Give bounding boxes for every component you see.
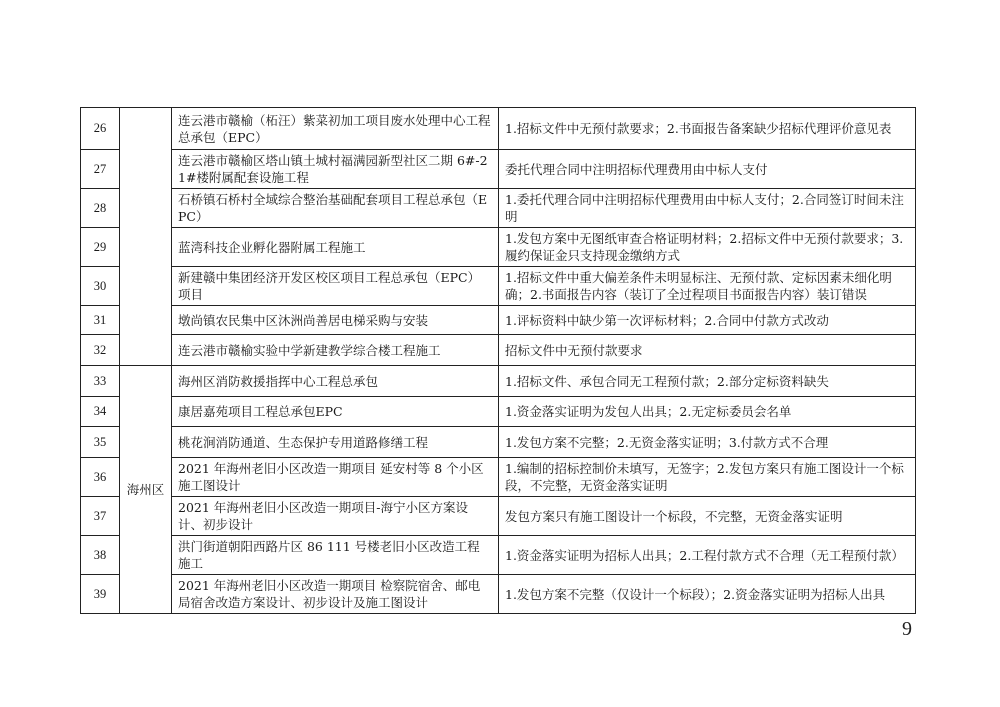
row-number: 30 [81,267,120,306]
project-name: 墩尚镇农民集中区沐洲尚善居电梯采购与安装 [172,306,499,335]
table-row [81,189,916,228]
project-name: 洪门街道朝阳西路片区 86 111 号楼老旧小区改造工程施工 [172,536,499,575]
issue-description: 1.发包方案不完整（仅设计一个标段）；2.资金落实证明为招标人出具 [499,575,916,614]
page-number: 9 [902,618,912,640]
table-row [81,335,916,366]
project-name: 康居嘉苑项目工程总承包EPC [172,397,499,427]
row-number: 39 [81,575,120,614]
project-name: 石桥镇石桥村全域综合整治基础配套项目工程总承包（EPC） [172,189,499,228]
project-name: 连云港市赣榆实验中学新建教学综合楼工程施工 [172,335,499,366]
table-row [81,306,916,335]
row-number: 36 [81,458,120,497]
issue-description: 委托代理合同中注明招标代理费用由中标人支付 [499,150,916,189]
issue-description: 1.资金落实证明为发包人出具；2.无定标委员会名单 [499,397,916,427]
table-row [81,458,916,497]
issue-description: 1.编制的招标控制价未填写，无签字；2.发包方案只有施工图设计一个标段，不完整，无资金落实证明 [499,458,916,497]
project-name: 蓝湾科技企业孵化器附属工程施工 [172,228,499,267]
issue-description: 发包方案只有施工图设计一个标段，不完整，无资金落实证明 [499,497,916,536]
row-number: 31 [81,306,120,335]
project-name: 2021 年海州老旧小区改造一期项目 检察院宿舍、邮电局宿舍改造方案设计、初步设计及施工图设计 [172,575,499,614]
table-row [81,267,916,306]
row-number: 38 [81,536,120,575]
district-cell: 海州区 [120,366,172,614]
project-name: 海州区消防救援指挥中心工程总承包 [172,366,499,397]
row-number: 29 [81,228,120,267]
row-number: 27 [81,150,120,189]
project-name: 连云港市赣榆（柘汪）紫菜初加工项目废水处理中心工程总承包（EPC） [172,108,499,150]
project-name: 2021 年海州老旧小区改造一期项目-海宁小区方案设计、初步设计 [172,497,499,536]
issue-description: 1.招标文件、承包合同无工程预付款；2.部分定标资料缺失 [499,366,916,397]
issue-description: 招标文件中无预付款要求 [499,335,916,366]
issue-description: 1.资金落实证明为招标人出具；2.工程付款方式不合理（无工程预付款） [499,536,916,575]
table-row [81,366,916,397]
table-row [81,228,916,267]
row-number: 32 [81,335,120,366]
table-row [81,427,916,458]
row-number: 34 [81,397,120,427]
issue-description: 1.招标文件中重大偏差条件未明显标注、无预付款、定标因素未细化明确；2.书面报告内容（装订了全过程项目书面报告内容）装订错误 [499,267,916,306]
table-row [81,575,916,614]
district-cell-blank [120,108,172,366]
row-number: 37 [81,497,120,536]
row-number: 26 [81,108,120,150]
row-number: 33 [81,366,120,397]
issue-description: 1.委托代理合同中注明招标代理费用由中标人支付；2.合同签订时间未注明 [499,189,916,228]
issue-description: 1.评标资料中缺少第一次评标材料；2.合同中付款方式改动 [499,306,916,335]
issue-description: 1.招标文件中无预付款要求；2.书面报告备案缺少招标代理评价意见表 [499,108,916,150]
table-row [81,497,916,536]
project-name: 2021 年海州老旧小区改造一期项目 延安村等 8 个小区施工图设计 [172,458,499,497]
project-name: 桃花涧消防通道、生态保护专用道路修缮工程 [172,427,499,458]
table-row [81,397,916,427]
issue-description: 1.发包方案中无图纸审查合格证明材料；2.招标文件中无预付款要求；3.履约保证金只支持现金缴纳方式 [499,228,916,267]
project-name: 连云港市赣榆区塔山镇土城村福满园新型社区二期 6#-21#楼附属配套设施工程 [172,150,499,189]
table-row [81,150,916,189]
row-number: 28 [81,189,120,228]
inspection-issues-table [80,107,916,614]
project-name: 新建赣中集团经济开发区校区项目工程总承包（EPC）项目 [172,267,499,306]
table-row [81,108,916,150]
row-number: 35 [81,427,120,458]
table-row [81,536,916,575]
issue-description: 1.发包方案不完整；2.无资金落实证明；3.付款方式不合理 [499,427,916,458]
